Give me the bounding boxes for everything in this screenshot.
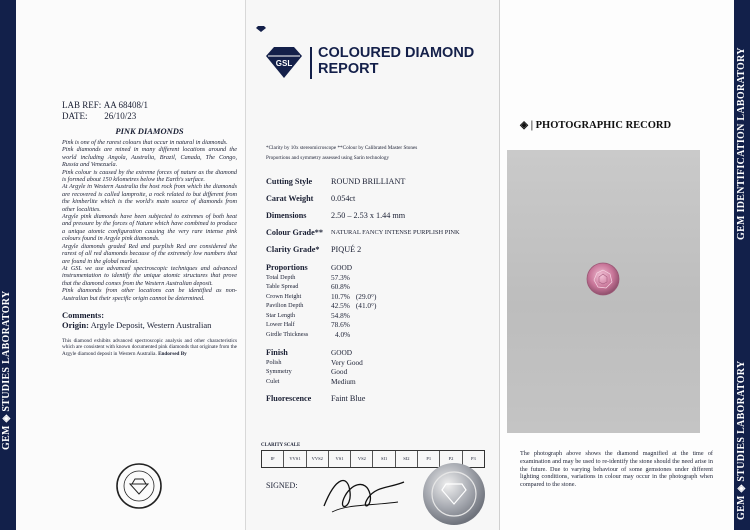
row-value: 2.50 – 2.53 x 1.44 mm — [331, 211, 406, 220]
endorsement-seal-icon — [115, 462, 163, 510]
row-label: Carat Weight — [266, 194, 314, 203]
pink-diamonds-title: PINK DIAMONDS — [115, 126, 184, 136]
date-line — [62, 111, 237, 122]
signature-icon — [318, 468, 410, 518]
row-value: GOOD — [331, 348, 353, 357]
clarity-grade-row — [266, 241, 496, 258]
finish-row — [266, 348, 496, 358]
origin-value: Argyle Deposit, Western Australian — [90, 319, 212, 330]
colour-grade-row — [266, 224, 496, 241]
lab-ref-line — [62, 100, 237, 111]
lab-ref-value: AA 68408/1 — [103, 100, 149, 110]
proportions-row — [266, 263, 496, 273]
proportion-row: Star Length 54.8% — [266, 310, 350, 320]
endorsed-label: Endorsed By — [158, 350, 187, 357]
small-diamond-icon — [255, 25, 267, 33]
report-title — [318, 45, 474, 77]
footnote-text: This diamond exhibits advanced spectroscopic analysis and other characteristics which are consistent with known documented pink diamonds that originate from the Argyle diamond deposit in Western Australia. — [62, 337, 237, 357]
row-label: Proportions — [266, 263, 308, 272]
row-label: Cutting Style — [266, 177, 313, 186]
fluorescence-row — [266, 390, 496, 407]
left-spine — [0, 0, 16, 530]
logo-divider — [310, 47, 312, 79]
footnote — [62, 338, 237, 357]
comments-heading: Comments: — [62, 309, 105, 320]
scale-cell: VVS2 — [307, 451, 329, 467]
date-value: 26/10/23 — [104, 111, 137, 121]
lab-ref-label: LAB REF: — [62, 100, 102, 110]
row-value: NATURAL FANCY INTENSE PURPLISH PINK — [331, 229, 460, 236]
row-label: Clarity Grade* — [266, 245, 320, 254]
paragraph: Pink colour is caused by the extreme forces of nature as the diamond is formed about 150 kilometres below the Earth's surface. — [62, 168, 237, 184]
proportion-row: Crown Height 10.7% (29.0°) — [266, 291, 377, 301]
left-panel — [0, 0, 245, 530]
finish-sub-row: Culet Medium — [266, 376, 356, 386]
finish-sub-row: Symmetry Good — [266, 367, 348, 376]
right-panel — [500, 0, 750, 530]
signed-label: SIGNED: — [266, 481, 298, 490]
row-value: ROUND BRILLIANT — [331, 177, 406, 186]
right-spine-text-top: GEM IDENTIFICATION LABORATORY — [736, 47, 747, 240]
hologram-seal-icon — [422, 462, 486, 526]
logo-text: GSL — [275, 59, 293, 68]
grading-table — [266, 173, 496, 407]
scale-cell: VVS1 — [284, 451, 306, 467]
date-label: DATE: — [62, 111, 88, 121]
scale-cell: IF — [262, 451, 284, 467]
proportion-row: Girdle Thickness 4.0% — [266, 329, 351, 339]
row-value: PIQUÉ 2 — [331, 245, 362, 254]
dimensions-row — [266, 207, 496, 224]
origin-line — [62, 320, 237, 330]
row-value: 0.054ct — [331, 194, 356, 203]
paragraph: Pink diamonds are mined in many different locations around the world including Angola, Australia, Brazil, Canada, The Congo, Russia and Venezuela. — [62, 146, 237, 169]
diamond-heading-icon: ◈ | — [520, 120, 536, 131]
right-spine-text-bottom: GEM ◈ STUDIES LABORATORY — [736, 360, 747, 520]
origin-label: Origin: — [62, 319, 89, 330]
paragraph: At Argyle in Western Australia the host rock from which the diamonds are recovered is called lamproite, a rock related to but different from the kimberlite which is the world's main source of diamonds from other localities. — [62, 183, 237, 213]
scale-cell: SI2 — [396, 451, 418, 467]
photo-caption: The photograph above shows the diamond magnified at the time of examination and may be used to re-identify the stone should the need arise in the future. Due to varying behaviour of some gemstones under different lighting conditions, variations in colour may occur in the photograph when compared to the stone. — [520, 450, 713, 489]
scale-cell: P3 — [470, 456, 476, 461]
scale-cell: SI1 — [373, 451, 395, 467]
paragraph: Pink is one of the rarest colours that occur in natural in diamonds. — [62, 139, 228, 146]
row-value: Faint Blue — [331, 394, 366, 403]
proportions-note: Proportions and symmetry assessed using Sarin technology — [266, 155, 390, 161]
clarity-scale-label: CLARITY SCALE — [261, 443, 301, 448]
row-label: Fluorescence — [266, 394, 312, 403]
paragraph: At GSL we use advanced spectroscopic techniques and advanced instrumentation to identify the unique atomic structures that prove that the diamond comes from the Western Australian deposit. — [62, 264, 237, 287]
report-title-line2: REPORT — [318, 61, 379, 77]
row-label: Dimensions — [266, 211, 307, 220]
cutting-style-row — [266, 173, 496, 190]
proportion-row: Pavilion Depth 42.5% (41.0°) — [266, 301, 377, 310]
left-spine-text: GEM ◈ STUDIES LABORATORY — [1, 290, 12, 450]
scale-cell: VS2 — [351, 451, 373, 467]
scale-cell: P2 — [440, 451, 462, 467]
row-label: Colour Grade** — [266, 228, 323, 237]
paragraph: Argyle diamonds graded Red and purplish Red are considered the rarest of all red diamonds because of the extremely low numbers that are found in the global market. — [62, 242, 237, 265]
pink-diamond-icon — [585, 261, 621, 297]
paragraph: Pink diamonds from other locations can be identified as non-Australian but their specific origin cannot be determined. — [62, 287, 237, 302]
gsl-logo-icon — [264, 44, 304, 80]
report-title-line1: COLOURED DIAMOND — [318, 45, 475, 61]
row-value: GOOD — [331, 263, 353, 272]
middle-panel — [245, 0, 500, 530]
photographic-record-heading: ◈ | PHOTOGRAPHIC RECORD — [520, 120, 672, 131]
row-label: Finish — [266, 348, 288, 357]
measurement-note: *Clarity by 10x stereomicroscope **Colour by Calibrated Master Stones — [266, 145, 418, 151]
finish-sub-row: Polish Very Good — [266, 357, 363, 367]
diamond-photo — [507, 150, 700, 433]
proportion-row: Lower Half 78.6% — [266, 320, 350, 329]
proportion-row: Total Depth 57.3% — [266, 272, 350, 282]
scale-cell: VS1 — [329, 451, 351, 467]
scale-cell: P1 — [418, 451, 440, 467]
carat-weight-row — [266, 190, 496, 207]
proportion-row: Table Spread 60.8% — [266, 282, 350, 291]
left-content — [62, 100, 237, 357]
paragraph: Argyle pink diamonds have been subjected to extremes of both heat and pressure by the forces of Nature which have combined to produce a unique atomic configuration causing the very rare intense pink colours found in Argyle pink diamonds. — [62, 213, 237, 243]
